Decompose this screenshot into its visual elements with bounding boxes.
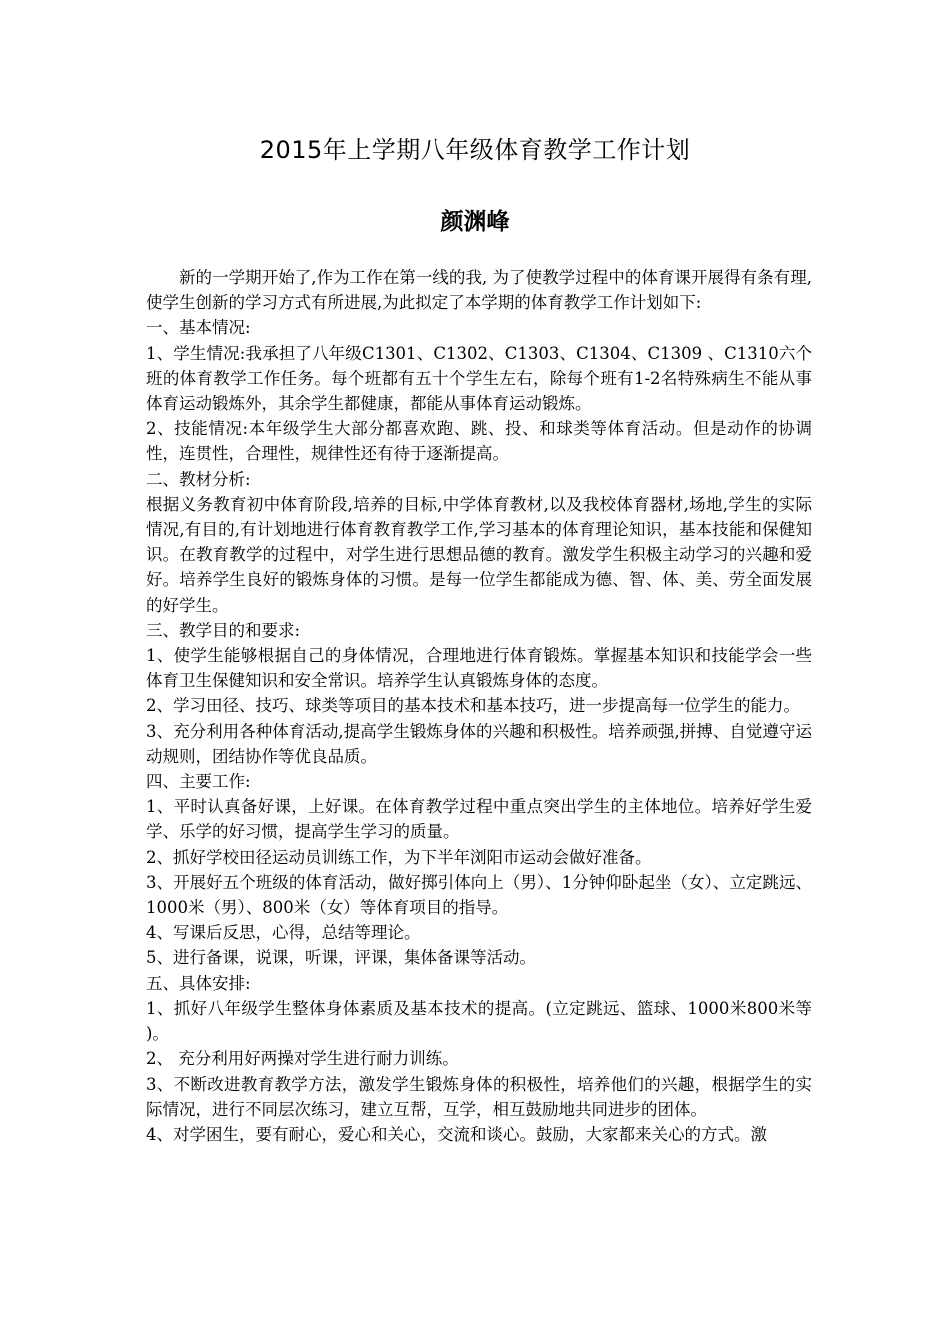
- document-title: 2015年上学期八年级体育教学工作计划: [259, 136, 691, 164]
- section-heading-arrangement: 五、具体安排:: [146, 973, 251, 993]
- paragraph-work-2: 2、抓好学校田径运动员训练工作，为下半年浏阳市运动会做好准备。: [146, 847, 652, 867]
- paragraph-skill-situation: 2、技能情况:本年级学生大部分都喜欢跑、跳、投、和球类等体育活动。但是动作的协调性，连贯性，合理性，规律性还有待于逐渐提高。: [146, 419, 812, 464]
- paragraph-work-4: 4、写课后反思，心得，总结等理论。: [146, 923, 421, 943]
- paragraph-student-situation: 1、学生情况:我承担了八年级C1301、C1302、C1303、C1304、C1309 、C1310六个班的体育教学工作任务。每个班都有五十个学生左右，除每个班有1-2名特殊病生不能从事体育运动锻炼外，其余学生都健康，都能从事体育运动锻炼。: [146, 343, 812, 414]
- paragraph-arrangement-1: 1、抓好八年级学生整体身体素质及基本技术的提高。(立定跳远、篮球、1000米800米等 )。: [146, 998, 812, 1044]
- paragraph-material-analysis: 根据义务教育初中体育阶段,培养的目标,中学体育教材,以及我校体育器材,场地,学生的实际情况,有目的,有计划地进行体育教育教学工作,学习基本的体育理论知识，基本技能和保健知识。在教育教学的过程中，对学生进行思想品德的教育。激发学生积极主动学习的兴趣和爱好。培养学生良好的锻炼身体的习惯。是每一位学生都能成为德、智、体、美、劳全面发展的好学生。: [146, 494, 812, 615]
- paragraph-goal-2: 2、学习田径、技巧、球类等项目的基本技术和基本技巧，进一步提高每一位学生的能力。: [146, 696, 800, 716]
- paragraph-work-3: 3、开展好五个班级的体育活动，做好掷引体向上（男）、1分钟仰卧起坐（女）、立定跳远、1000米（男）、800米（女）等体育项目的指导。: [146, 872, 812, 918]
- paragraph-arrangement-3: 3、不断改进教育教学方法，激发学生锻炼身体的积极性，培养他们的兴趣，根据学生的实际情况，进行不同层次练习，建立互帮，互学，相互鼓励地共同进步的团体。: [146, 1074, 812, 1119]
- paragraph-arrangement-2: 2、 充分利用好两操对学生进行耐力训练。: [146, 1049, 459, 1069]
- paragraph-arrangement-4: 4、对学困生，要有耐心，爱心和关心，交流和谈心。鼓励，大家都来关心的方式。激: [146, 1124, 767, 1144]
- paragraph-goal-3: 3、充分利用各种体育活动,提高学生锻炼身体的兴趣和积极性。培养顽强,拼搏、自觉遵守运动规则，团结协作等优良品质。: [146, 721, 812, 766]
- document-author: 颜渊峰: [440, 209, 510, 235]
- paragraph-goal-1: 1、使学生能够根据自己的身体情况，合理地进行体育锻炼。掌握基本知识和技能学会一些体育卫生保健知识和安全常识。培养学生认真锻炼身体的态度。: [146, 646, 812, 691]
- section-heading-main-work: 四、主要工作:: [146, 772, 251, 792]
- section-heading-basic-situation: 一、基本情况:: [146, 318, 251, 338]
- paragraph-work-1: 1、平时认真备好课，上好课。在体育教学过程中重点突出学生的主体地位。培养好学生爱学、乐学的好习惯，提高学生学习的质量。: [146, 797, 812, 842]
- section-heading-material-analysis: 二、教材分析:: [146, 469, 251, 489]
- document-body: [146, 265, 812, 1147]
- section-heading-teaching-goals: 三、教学目的和要求:: [146, 620, 301, 640]
- paragraph-work-5: 5、进行备课，说课，听课，评课，集体备课等活动。: [146, 948, 536, 968]
- intro-paragraph: 新的一学期开始了,作为工作在第一线的我, 为了使教学过程中的体育课开展得有条有理,使学生创新的学习方式有所进展,为此拟定了本学期的体育教学工作计划如下:: [146, 268, 812, 313]
